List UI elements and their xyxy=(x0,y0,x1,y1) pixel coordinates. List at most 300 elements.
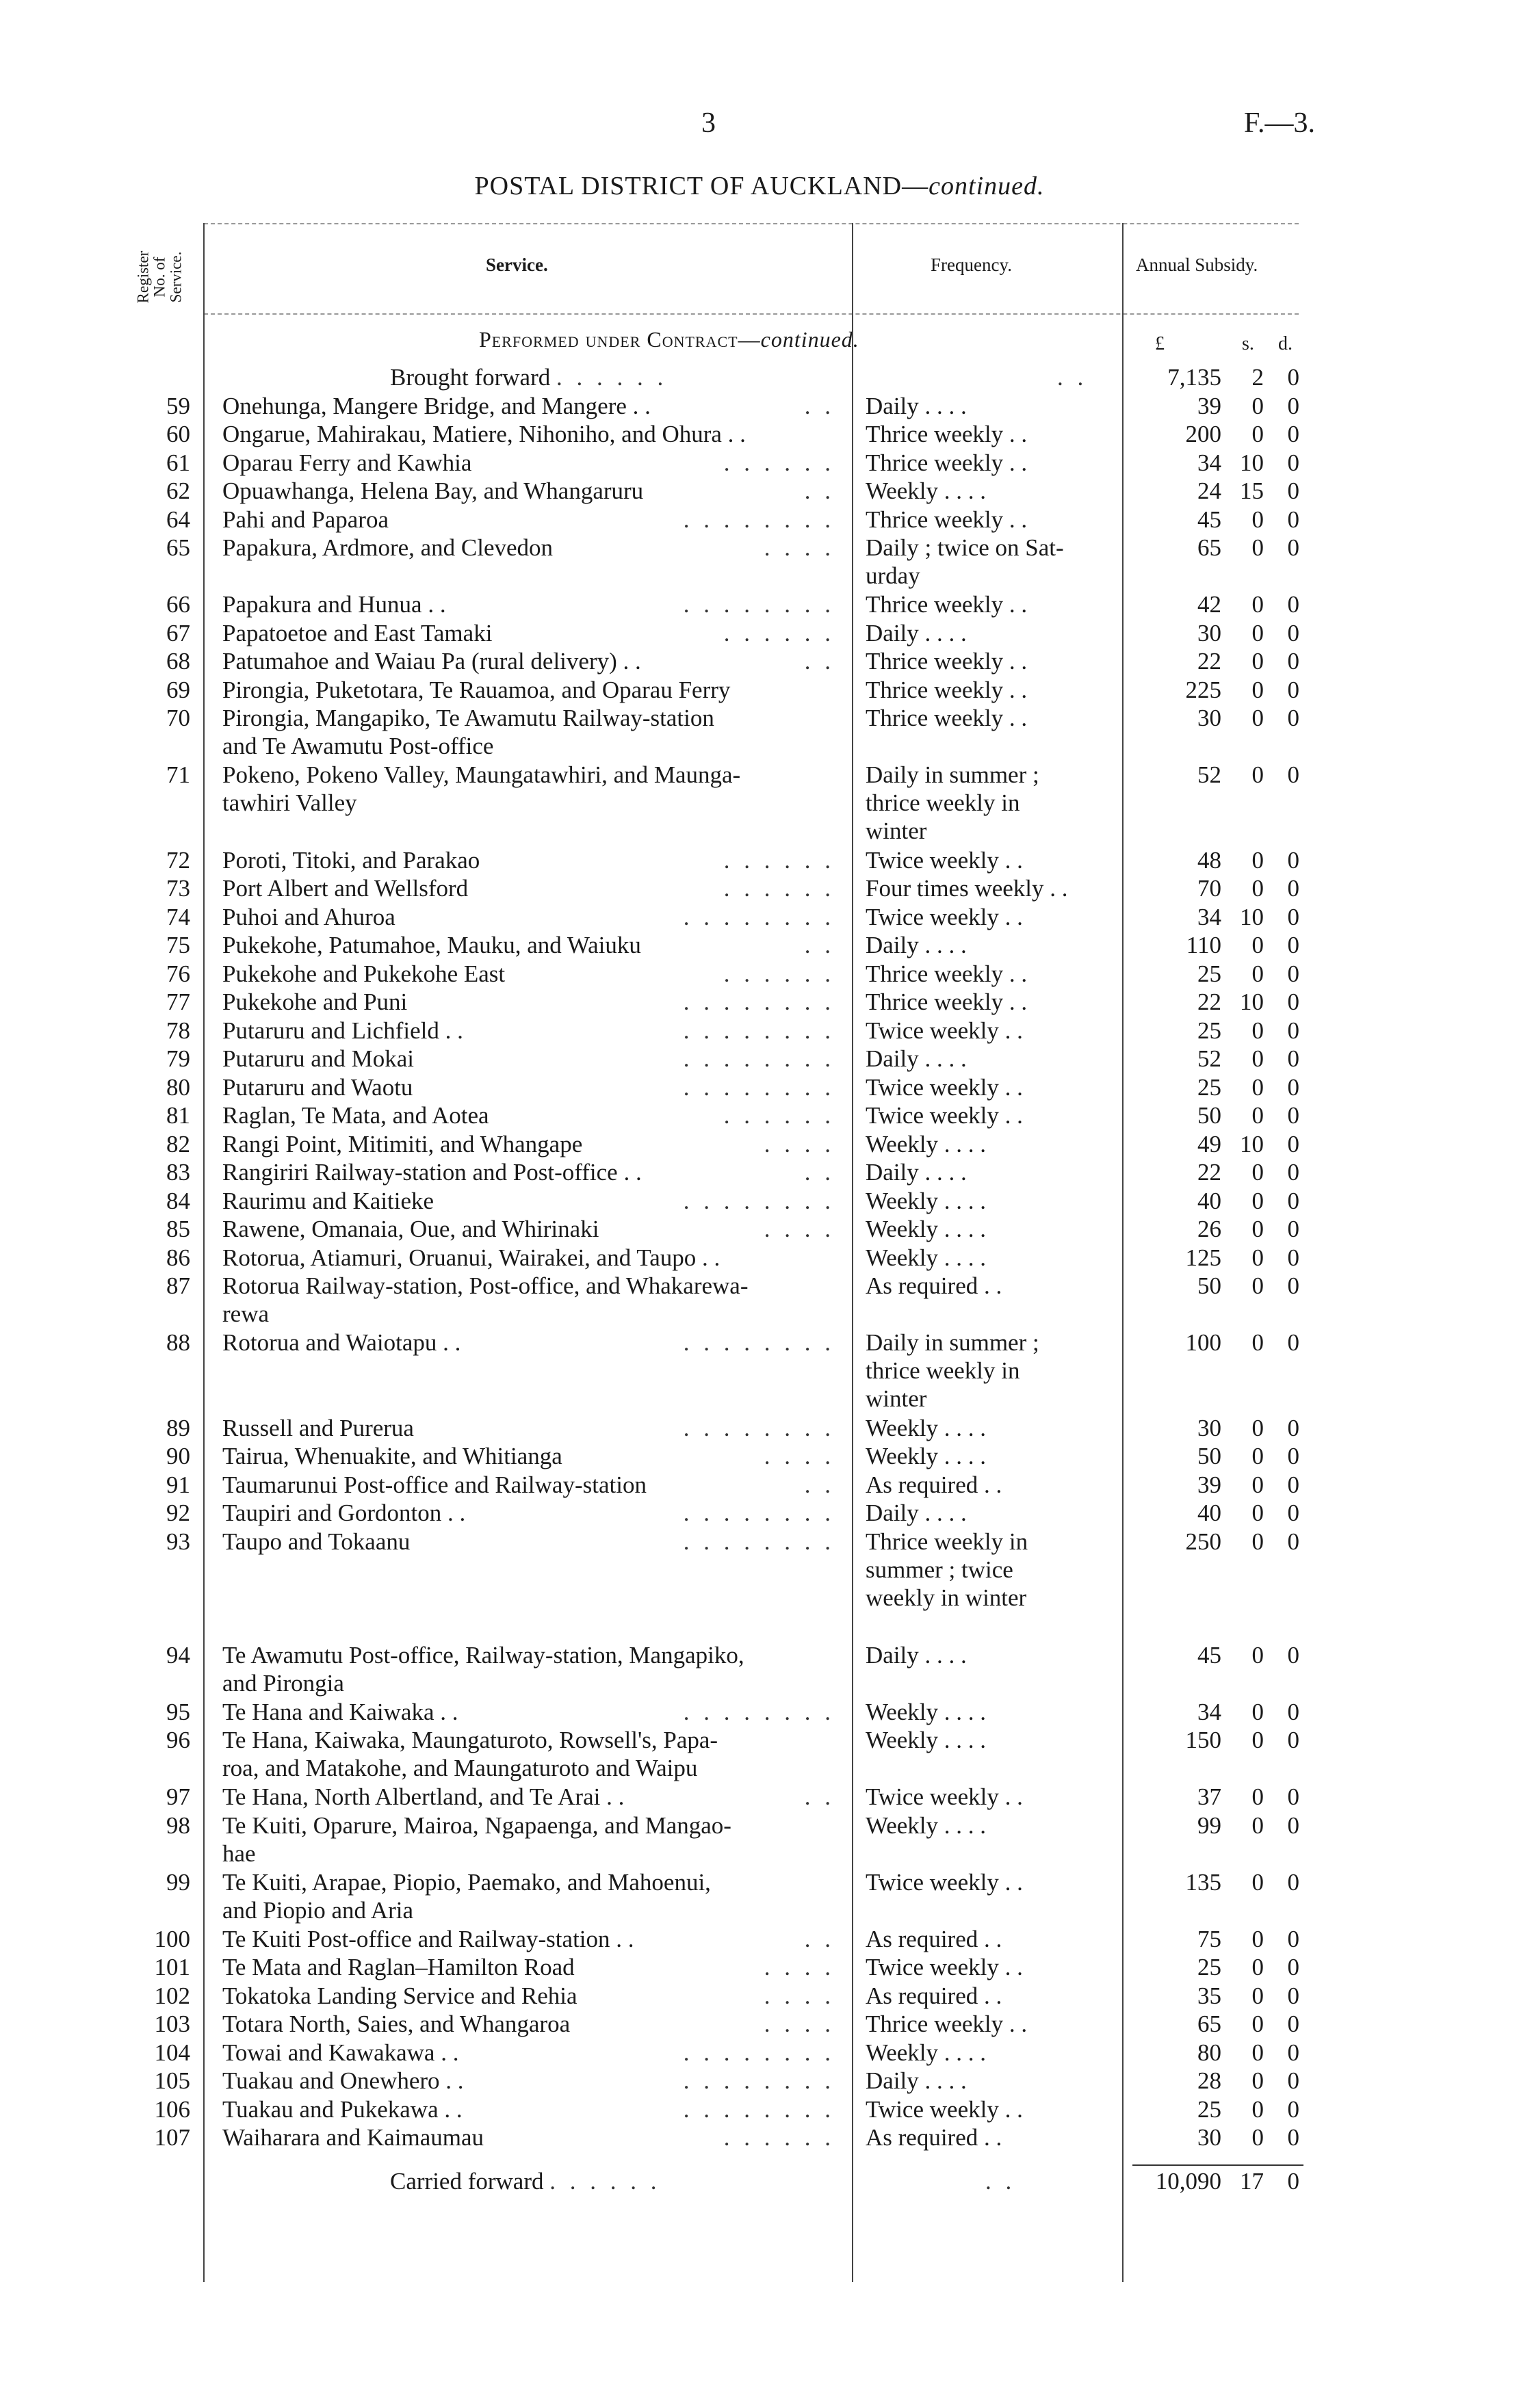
subsidy-pence: 0 xyxy=(1287,1216,1299,1242)
service-name xyxy=(222,1414,835,1442)
register-number: 92 xyxy=(166,1500,190,1526)
subsidy-shillings: 0 xyxy=(1251,1102,1264,1129)
subsidy-pence: 0 xyxy=(1287,2167,1299,2195)
service-name xyxy=(222,1158,835,1186)
subsidy-pence: 0 xyxy=(1287,1244,1299,1271)
frequency: As required . . xyxy=(866,1471,1002,1498)
subsidy-pounds: 40 xyxy=(1197,1500,1221,1526)
register-number: 69 xyxy=(166,676,190,703)
register-number: 89 xyxy=(166,1414,190,1441)
subsidy-pence: 0 xyxy=(1287,1443,1299,1469)
service-name xyxy=(222,2123,835,2151)
leader-dots: . . . . xyxy=(764,1954,835,1980)
subsidy-pence: 0 xyxy=(1287,506,1299,533)
register-number: 97 xyxy=(166,1783,190,1810)
service-text: Patumahoe and Waiau Pa (rural delivery) . . xyxy=(222,648,641,675)
subsidy-pence: 0 xyxy=(1287,364,1299,391)
leader-dots: . . xyxy=(804,477,835,504)
frequency: Weekly . . . . xyxy=(866,1727,987,1753)
subsidy-pounds: 135 xyxy=(1185,1868,1221,1896)
leader-dots: . . . . . . . . xyxy=(683,1329,835,1356)
subsidy-pounds: 25 xyxy=(1197,1073,1221,1101)
service-name xyxy=(222,1017,835,1045)
frequency: Daily . . . . xyxy=(866,1159,967,1186)
subsidy-pounds: 7,135 xyxy=(1167,364,1221,391)
subsidy-shillings: 10 xyxy=(1240,903,1264,930)
table-row xyxy=(0,1811,1519,1867)
subsidy-shillings: 0 xyxy=(1251,932,1264,958)
table-row xyxy=(0,761,1519,844)
leader-dots: . . . . . . xyxy=(723,875,835,902)
subsidy-pence: 0 xyxy=(1287,989,1299,1015)
register-number: 62 xyxy=(166,477,190,504)
service-name xyxy=(222,988,835,1016)
register-number: 64 xyxy=(166,506,190,533)
service-name xyxy=(222,506,835,534)
table-row xyxy=(0,2095,1519,2123)
frequency: Daily . . . . xyxy=(866,1641,967,1668)
service-name xyxy=(222,1244,835,1272)
subsidy-pence: 0 xyxy=(1287,960,1299,987)
service-text: Te Awamutu Post-office, Railway-station, Mangapiko, and Pirongia xyxy=(222,1641,744,1697)
subsidy-pence: 0 xyxy=(1287,2011,1299,2037)
subsidy-pence: 0 xyxy=(1287,1811,1299,1839)
leader-dots: . . . . . . xyxy=(556,364,668,391)
service-name xyxy=(222,1811,835,1868)
subsidy-pounds: 99 xyxy=(1197,1811,1221,1839)
title-suffix: continued. xyxy=(929,172,1045,200)
subsidy-shillings: 0 xyxy=(1251,1868,1264,1896)
service-text: Te Hana, Kaiwaka, Maungaturoto, Rowsell's, Papa- roa, and Matakohe, and Maungaturoto and Waipu xyxy=(222,1727,718,1781)
service-name xyxy=(222,1272,835,1328)
leader-dots: . . xyxy=(804,1783,835,1810)
brought-forward-row xyxy=(0,363,1519,391)
frequency: Thrice weekly . . xyxy=(866,449,1028,476)
service-text: Raglan, Te Mata, and Aotea xyxy=(222,1102,489,1129)
service-name xyxy=(222,1045,835,1073)
service-text: Pukekohe, Patumahoe, Mauku, and Waiuku xyxy=(222,932,641,958)
table-row xyxy=(0,1698,1519,1726)
service-name xyxy=(222,647,835,675)
leader-dots: . . . . . . xyxy=(723,2124,835,2151)
service-text: Te Kuiti Post-office and Railway-station . . xyxy=(222,1925,634,1952)
carried-forward-row xyxy=(0,2167,1519,2195)
subsidy-pounds: 24 xyxy=(1197,477,1221,504)
subsidy-pounds: 26 xyxy=(1197,1216,1221,1242)
subsidy-shillings: 0 xyxy=(1251,392,1264,419)
subsidy-pounds: 30 xyxy=(1197,2124,1221,2151)
table-row xyxy=(0,1272,1519,1327)
subsidy-pence: 0 xyxy=(1287,477,1299,504)
frequency: Daily in summer ; thrice weekly in winter xyxy=(866,761,1039,844)
table-row xyxy=(0,420,1519,448)
service-text: Pahi and Paparoa xyxy=(222,506,389,533)
subsidy-pence: 0 xyxy=(1287,1017,1299,1044)
register-number: 65 xyxy=(166,534,190,561)
service-name xyxy=(222,1641,835,1697)
table-row xyxy=(0,903,1519,931)
service-name xyxy=(222,931,835,959)
subsidy-pounds: 75 xyxy=(1197,1925,1221,1952)
frequency: As required . . xyxy=(866,1925,1002,1952)
frequency: Weekly . . . . xyxy=(866,1216,987,1242)
frequency: Thrice weekly in summer ; twice weekly in winter xyxy=(866,1528,1028,1611)
subsidy-pounds: 22 xyxy=(1197,989,1221,1015)
pence-header: d. xyxy=(1278,333,1293,354)
leader-dots: . . . . . . xyxy=(723,846,835,874)
service-name xyxy=(222,761,835,817)
subsidy-pence: 0 xyxy=(1287,1954,1299,1980)
subsidy-shillings: 0 xyxy=(1251,1698,1264,1725)
register-number: 68 xyxy=(166,648,190,675)
register-number: 61 xyxy=(166,449,190,476)
service-text: Puhoi and Ahuroa xyxy=(222,903,395,930)
section-heading-main: Performed under Contract— xyxy=(479,327,761,352)
subsidy-pounds: 49 xyxy=(1197,1130,1221,1157)
subsidy-shillings: 0 xyxy=(1251,1783,1264,1810)
table-row xyxy=(0,1953,1519,1981)
table-row xyxy=(0,1982,1519,2010)
table-row xyxy=(0,1499,1519,1527)
register-number: 87 xyxy=(166,1272,190,1299)
leader-dots: . . xyxy=(804,932,835,958)
register-number: 79 xyxy=(166,1045,190,1072)
frequency: Thrice weekly . . xyxy=(866,960,1028,987)
frequency: Daily . . . . xyxy=(866,2067,967,2094)
table-row xyxy=(0,1726,1519,1781)
frequency: Thrice weekly . . xyxy=(866,648,1028,675)
service-name xyxy=(222,1499,835,1527)
frequency: Four times weekly . . xyxy=(866,875,1068,902)
service-text: Pokeno, Pokeno Valley, Maungatawhiri, and Maunga- tawhiri Valley xyxy=(222,761,741,816)
leader-dots: . . xyxy=(804,392,835,419)
title-main: POSTAL DISTRICT OF AUCKLAND— xyxy=(474,172,929,200)
service-name xyxy=(222,1187,835,1215)
table-row xyxy=(0,1130,1519,1158)
frequency: Twice weekly . . xyxy=(866,1102,1023,1129)
register-number: 71 xyxy=(166,761,190,788)
register-number: 106 xyxy=(154,2095,190,2123)
service-name xyxy=(222,1953,835,1981)
frequency: Weekly . . . . xyxy=(866,1811,987,1839)
table-row xyxy=(0,960,1519,988)
subsidy-pounds: 25 xyxy=(1197,2095,1221,2123)
register-number: 75 xyxy=(166,932,190,958)
leader-dots: . . . . xyxy=(764,1443,835,1469)
subsidy-pence: 0 xyxy=(1287,1641,1299,1668)
subsidy-shillings: 0 xyxy=(1251,648,1264,675)
subsidy-shillings: 0 xyxy=(1251,2095,1264,2123)
subsidy-pence: 0 xyxy=(1287,1982,1299,2009)
frequency: Weekly . . . . xyxy=(866,1443,987,1469)
leader-dots: . . . . . . . . xyxy=(683,2095,835,2123)
subsidy-pence: 0 xyxy=(1287,2067,1299,2094)
service-name xyxy=(222,449,835,477)
subsidy-pence: 0 xyxy=(1287,1329,1299,1356)
service-text: Totara North, Saies, and Whangaroa xyxy=(222,2011,571,2037)
subsidy-pounds: 65 xyxy=(1197,2011,1221,2037)
leader-dots: . . . . . . . . xyxy=(683,1187,835,1214)
table-row xyxy=(0,1215,1519,1243)
service-name xyxy=(222,1471,835,1499)
frequency-dots: . . xyxy=(1057,364,1088,391)
subsidy-pounds: 42 xyxy=(1197,591,1221,618)
table-row xyxy=(0,619,1519,647)
subsidy-shillings: 0 xyxy=(1251,1811,1264,1839)
service-name xyxy=(222,676,835,704)
service-text: Putaruru and Mokai xyxy=(222,1045,414,1072)
subsidy-pounds: 52 xyxy=(1197,761,1221,788)
register-number: 59 xyxy=(166,392,190,419)
leader-dots: . . . . . . . . xyxy=(683,2039,835,2066)
table-row xyxy=(0,1244,1519,1272)
subsidy-pounds: 45 xyxy=(1197,506,1221,533)
subsidy-pounds: 37 xyxy=(1197,1783,1221,1810)
brought-forward-label xyxy=(222,363,835,391)
service-name xyxy=(222,1215,835,1243)
frequency: Twice weekly . . xyxy=(866,1073,1023,1101)
table-row xyxy=(0,704,1519,759)
service-column-header: Service. xyxy=(486,254,548,275)
subsidy-pounds: 110 xyxy=(1186,932,1221,958)
table-row xyxy=(0,2067,1519,2095)
subsidy-shillings: 0 xyxy=(1251,1641,1264,1668)
frequency: Thrice weekly . . xyxy=(866,591,1028,618)
subsidy-pounds: 48 xyxy=(1197,846,1221,874)
leader-dots: . . . . xyxy=(764,1130,835,1157)
subsidy-shillings: 0 xyxy=(1251,1272,1264,1299)
register-number: 66 xyxy=(166,591,190,618)
service-name xyxy=(222,1783,835,1811)
subsidy-pounds: 39 xyxy=(1197,1471,1221,1498)
leader-dots: . . xyxy=(804,1925,835,1952)
subsidy-shillings: 15 xyxy=(1240,477,1264,504)
table-row xyxy=(0,449,1519,477)
register-number: 67 xyxy=(166,619,190,646)
subsidy-pence: 0 xyxy=(1287,676,1299,703)
table-row xyxy=(0,846,1519,874)
subsidy-pounds: 22 xyxy=(1197,648,1221,675)
subsidy-shillings: 0 xyxy=(1251,1045,1264,1072)
service-name xyxy=(222,619,835,647)
service-text: Papakura and Hunua . . xyxy=(222,591,446,618)
subsidy-shillings: 0 xyxy=(1251,1159,1264,1186)
subsidy-pounds: 30 xyxy=(1197,619,1221,646)
service-text: Waiharara and Kaimaumau xyxy=(222,2124,484,2151)
service-name xyxy=(222,477,835,505)
register-number: 91 xyxy=(166,1471,190,1498)
service-name xyxy=(222,2067,835,2095)
register-number: 107 xyxy=(154,2124,190,2151)
subsidy-pounds: 35 xyxy=(1197,1982,1221,2009)
service-text: Tuakau and Onewhero . . xyxy=(222,2067,464,2094)
frequency: As required . . xyxy=(866,1272,1002,1299)
leader-dots: . . . . . . . . xyxy=(683,1017,835,1044)
leader-dots: . . . . . . . . xyxy=(683,1528,835,1555)
leader-dots: . . . . xyxy=(764,534,835,561)
subsidy-pence: 0 xyxy=(1287,1925,1299,1952)
subsidy-shillings: 0 xyxy=(1251,2067,1264,2094)
frequency: Daily . . . . xyxy=(866,1045,967,1072)
frequency: Weekly . . . . xyxy=(866,1698,987,1725)
service-name xyxy=(222,1982,835,2010)
leader-dots: . . . . . . . . xyxy=(683,1073,835,1101)
subsidy-shillings: 0 xyxy=(1251,1982,1264,2009)
table-row xyxy=(0,1073,1519,1101)
subsidy-pence: 0 xyxy=(1287,534,1299,561)
register-number: 84 xyxy=(166,1187,190,1214)
subsidy-pence: 0 xyxy=(1287,1528,1299,1555)
subsidy-pence: 0 xyxy=(1287,932,1299,958)
subsidy-pence: 0 xyxy=(1287,1073,1299,1101)
register-number: 98 xyxy=(166,1811,190,1839)
leader-dots: . . . . xyxy=(764,2011,835,2037)
subsidy-pence: 0 xyxy=(1287,619,1299,646)
subsidy-shillings: 0 xyxy=(1251,960,1264,987)
table-row xyxy=(0,931,1519,959)
subsidy-shillings: 0 xyxy=(1251,1471,1264,1498)
subsidy-pounds: 125 xyxy=(1185,1244,1221,1271)
subsidy-pounds: 70 xyxy=(1197,875,1221,902)
service-name xyxy=(222,1868,835,1924)
table-row xyxy=(0,1187,1519,1215)
leader-dots: . . . . . . xyxy=(723,1102,835,1129)
service-name xyxy=(222,2010,835,2038)
subsidy-pence: 0 xyxy=(1287,421,1299,447)
register-number: 78 xyxy=(166,1017,190,1044)
subsidy-pounds: 65 xyxy=(1197,534,1221,561)
register-number: 103 xyxy=(154,2011,190,2037)
subsidy-pence: 0 xyxy=(1287,392,1299,419)
leader-dots: . . . . . . xyxy=(723,619,835,646)
total-rule xyxy=(1132,2164,1303,2166)
service-name xyxy=(222,1073,835,1101)
register-number: 83 xyxy=(166,1159,190,1186)
leader-dots: . . . . . . . . xyxy=(683,1045,835,1072)
subsidy-pounds: 30 xyxy=(1197,705,1221,731)
frequency: Weekly . . . . xyxy=(866,1414,987,1441)
frequency: Daily . . . . xyxy=(866,392,967,419)
leader-dots: . . . . . . xyxy=(549,2167,661,2195)
leader-dots: . . xyxy=(804,1159,835,1186)
table-row xyxy=(0,2039,1519,2067)
frequency: Weekly . . . . xyxy=(866,1244,987,1271)
subsidy-pounds: 225 xyxy=(1185,676,1221,703)
register-number: 94 xyxy=(166,1641,190,1668)
subsidy-pounds: 25 xyxy=(1197,1954,1221,1980)
subsidy-pounds: 34 xyxy=(1197,1698,1221,1725)
service-name xyxy=(222,2039,835,2067)
leader-dots: . . . . . . . . xyxy=(683,506,835,533)
subsidy-pounds: 25 xyxy=(1197,960,1221,987)
table-row xyxy=(0,1528,1519,1611)
leader-dots: . . . . . . . . xyxy=(683,1698,835,1725)
service-name xyxy=(222,846,835,874)
service-text: Towai and Kawakawa . . xyxy=(222,2039,459,2066)
subsidy-pence: 0 xyxy=(1287,1727,1299,1753)
service-text: Rangi Point, Mitimiti, and Whangape xyxy=(222,1130,583,1157)
frequency: Thrice weekly . . xyxy=(866,2011,1028,2037)
service-text: Pirongia, Mangapiko, Te Awamutu Railway-station and Te Awamutu Post-office xyxy=(222,705,714,759)
leader-dots: . . . . . . . . xyxy=(683,2067,835,2094)
frequency: Twice weekly . . xyxy=(866,1868,1023,1896)
service-name xyxy=(222,704,835,760)
service-text: Te Hana, North Albertland, and Te Arai . . xyxy=(222,1783,625,1810)
subsidy-shillings: 17 xyxy=(1240,2167,1264,2195)
subsidy-shillings: 0 xyxy=(1251,846,1264,874)
subsidy-pence: 0 xyxy=(1287,1045,1299,1072)
table-row xyxy=(0,1641,1519,1697)
subsidy-shillings: 0 xyxy=(1251,1500,1264,1526)
service-text: Papatoetoe and East Tamaki xyxy=(222,619,493,646)
leader-dots: . . . . . . . . xyxy=(683,903,835,930)
subsidy-pence: 0 xyxy=(1287,705,1299,731)
subsidy-pence: 0 xyxy=(1287,1414,1299,1441)
register-number: 88 xyxy=(166,1329,190,1356)
subsidy-shillings: 0 xyxy=(1251,1414,1264,1441)
table-row xyxy=(0,1868,1519,1924)
frequency: Twice weekly . . xyxy=(866,1954,1023,1980)
subsidy-pounds: 34 xyxy=(1197,903,1221,930)
register-number: 77 xyxy=(166,989,190,1015)
service-name xyxy=(222,1101,835,1129)
frequency: Twice weekly . . xyxy=(866,903,1023,930)
register-number: 104 xyxy=(154,2039,190,2066)
subsidy-pence: 0 xyxy=(1287,1698,1299,1725)
page-title xyxy=(0,171,1519,201)
subsidy-shillings: 0 xyxy=(1251,875,1264,902)
subsidy-pounds: 150 xyxy=(1185,1727,1221,1753)
frequency-column-header: Frequency. xyxy=(931,254,1012,275)
service-text: Pirongia, Puketotara, Te Rauamoa, and Oparau Ferry xyxy=(222,676,731,703)
service-name xyxy=(222,392,835,420)
register-number: 76 xyxy=(166,960,190,987)
shillings-header: s. xyxy=(1242,333,1254,354)
register-header-text: Register No. of Service. xyxy=(134,250,184,304)
frequency: Daily in summer ; thrice weekly in winter xyxy=(866,1329,1039,1412)
leader-dots: . . . . xyxy=(764,1216,835,1242)
service-text: Poroti, Titoki, and Parakao xyxy=(222,846,480,874)
frequency: Twice weekly . . xyxy=(866,1783,1023,1810)
header-bottom-rule xyxy=(204,313,1299,315)
service-name xyxy=(222,2095,835,2123)
service-text: Opuawhanga, Helena Bay, and Whangaruru xyxy=(222,477,644,504)
subsidy-pence: 0 xyxy=(1287,1272,1299,1299)
service-name xyxy=(222,534,835,562)
register-number: 85 xyxy=(166,1216,190,1242)
service-name xyxy=(222,1329,835,1357)
table-row xyxy=(0,534,1519,589)
register-number: 93 xyxy=(166,1528,190,1555)
leader-dots: . . . . . . . . xyxy=(683,1414,835,1441)
subsidy-pounds: 40 xyxy=(1197,1187,1221,1214)
frequency: Thrice weekly . . xyxy=(866,676,1028,703)
frequency: Thrice weekly . . xyxy=(866,506,1028,533)
service-name xyxy=(222,960,835,988)
subsidy-pounds: 34 xyxy=(1197,449,1221,476)
subsidy-shillings: 0 xyxy=(1251,2039,1264,2066)
register-number: 95 xyxy=(166,1698,190,1725)
subsidy-pounds: 50 xyxy=(1197,1102,1221,1129)
frequency: Weekly . . . . xyxy=(866,2039,987,2066)
subsidy-shillings: 10 xyxy=(1240,449,1264,476)
subsidy-shillings: 0 xyxy=(1251,619,1264,646)
register-number: 82 xyxy=(166,1130,190,1157)
register-column-header xyxy=(125,226,194,328)
subsidy-pence: 0 xyxy=(1287,1102,1299,1129)
subsidy-shillings: 0 xyxy=(1251,1727,1264,1753)
table-row xyxy=(0,1925,1519,1953)
